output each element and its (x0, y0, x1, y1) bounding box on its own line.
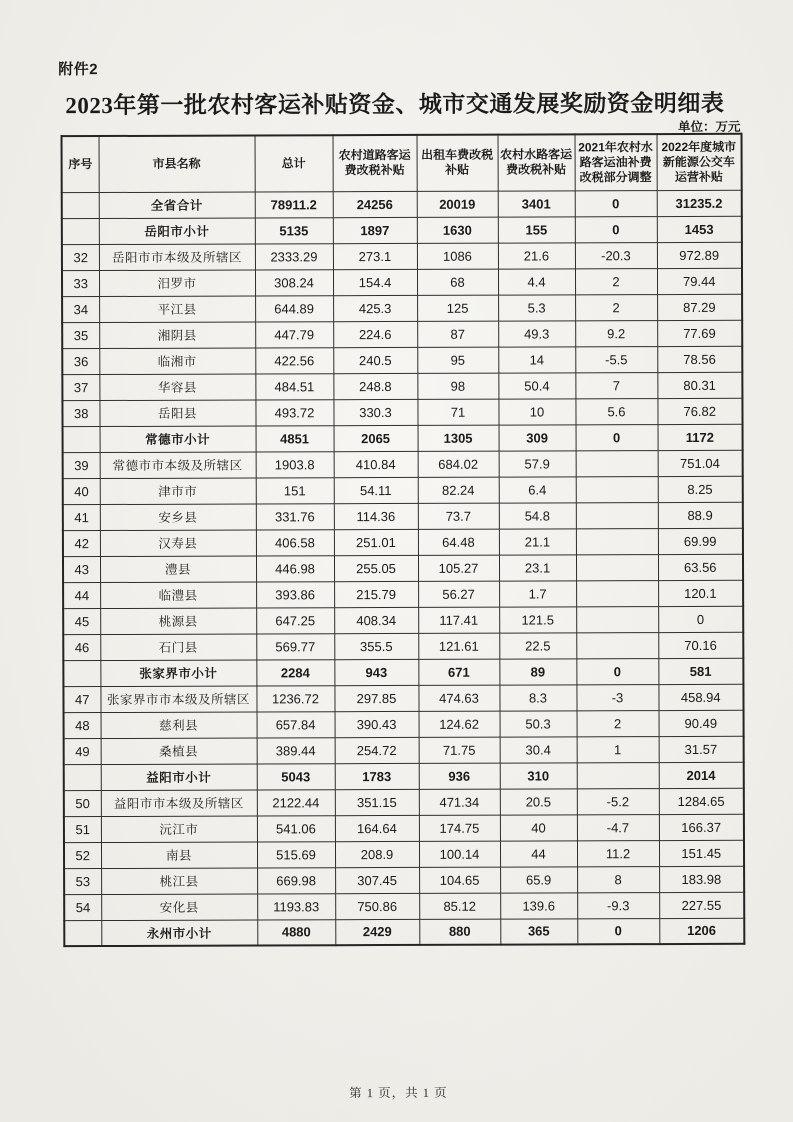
table-row (62, 372, 742, 400)
region-name-cell: 南县 (101, 841, 257, 868)
value-cell-4: -9.3 (577, 892, 659, 918)
value-cell-5: 8.25 (658, 476, 743, 502)
value-cell-1: 255.05 (334, 555, 418, 581)
value-cell-3: 22.5 (499, 632, 576, 658)
value-cell-2: 82.24 (418, 477, 499, 503)
column-header-4: 出租车费改税补贴 (417, 135, 498, 191)
value-cell-3: 20.5 (500, 788, 577, 814)
value-cell-1: 330.3 (333, 399, 417, 425)
value-cell-1: 1783 (335, 763, 419, 789)
value-cell-5: 77.69 (657, 320, 742, 346)
value-cell-2: 1305 (418, 425, 499, 451)
value-cell-3: 50.4 (498, 372, 575, 398)
value-cell-3: 309 (499, 424, 576, 450)
value-cell-2: 936 (419, 763, 500, 789)
value-cell-0: 4851 (256, 425, 334, 451)
region-name-cell: 岳阳市小计 (99, 217, 255, 244)
row-number-cell: 40 (63, 478, 100, 504)
value-cell-3: 23.1 (499, 554, 576, 580)
value-cell-5: 87.29 (657, 294, 742, 320)
value-cell-5: 2014 (659, 762, 744, 788)
row-number-cell: 50 (64, 790, 101, 816)
region-name-cell: 张家界市小计 (100, 659, 256, 686)
region-name-cell: 常德市市本级及所辖区 (100, 451, 256, 478)
value-cell-4: 0 (575, 190, 657, 216)
row-number-cell (62, 218, 99, 244)
value-cell-3: 21.6 (498, 242, 575, 268)
value-cell-0: 515.69 (257, 841, 335, 867)
value-cell-0: 657.84 (257, 711, 335, 737)
value-cell-2: 684.02 (418, 451, 499, 477)
value-cell-5: 751.04 (658, 450, 743, 476)
row-number-cell: 44 (63, 582, 100, 608)
region-name-cell: 沅江市 (101, 815, 257, 842)
table-header-row (62, 134, 742, 192)
value-cell-5: 70.16 (658, 632, 743, 658)
value-cell-2: 73.7 (418, 503, 499, 529)
table-row (63, 528, 743, 556)
value-cell-2: 174.75 (419, 815, 500, 841)
value-cell-3: 365 (500, 918, 577, 944)
value-cell-3: 4.4 (498, 268, 575, 294)
value-cell-4: -5.2 (577, 788, 659, 814)
table-row (64, 788, 744, 816)
row-number-cell (63, 426, 100, 452)
value-cell-3: 14 (498, 346, 575, 372)
row-number-cell: 35 (62, 322, 99, 348)
value-cell-3: 44 (500, 840, 577, 866)
value-cell-0: 5043 (257, 763, 335, 789)
value-cell-0: 2333.29 (255, 243, 333, 269)
table-row (64, 866, 744, 894)
value-cell-4: 11.2 (577, 840, 659, 866)
region-name-cell: 岳阳市市本级及所辖区 (99, 243, 255, 270)
region-name-cell: 慈利县 (101, 711, 257, 738)
value-cell-4: -5.5 (575, 346, 657, 372)
value-cell-5: 63.56 (658, 554, 743, 580)
value-cell-1: 154.4 (333, 269, 417, 295)
value-cell-1: 943 (334, 659, 418, 685)
region-name-cell: 石门县 (100, 633, 256, 660)
row-number-cell: 47 (63, 686, 100, 712)
table-row (62, 294, 742, 322)
value-cell-4: 0 (576, 424, 658, 450)
row-number-cell: 53 (64, 868, 101, 894)
value-cell-5: 166.37 (659, 814, 744, 840)
region-name-cell: 益阳市市本级及所辖区 (101, 789, 257, 816)
value-cell-1: 297.85 (334, 685, 418, 711)
row-number-cell: 43 (63, 556, 100, 582)
value-cell-1: 251.01 (334, 529, 418, 555)
value-cell-0: 493.72 (255, 399, 333, 425)
region-name-cell: 华容县 (99, 373, 255, 400)
region-name-cell: 津市市 (100, 477, 256, 504)
table-row (63, 476, 743, 504)
value-cell-2: 471.34 (419, 789, 500, 815)
page-footer: 第 1 页，共 1 页 (349, 1085, 448, 1101)
column-header-7: 2022年度城市新能源公交车运营补贴 (657, 134, 742, 190)
table-row (64, 710, 744, 738)
value-cell-3: 30.4 (500, 736, 577, 762)
value-cell-4 (576, 606, 658, 632)
value-cell-4 (576, 632, 658, 658)
value-cell-1: 24256 (333, 191, 417, 217)
value-cell-2: 20019 (417, 191, 498, 217)
value-cell-1: 240.5 (333, 347, 417, 373)
value-cell-1: 114.36 (334, 503, 418, 529)
attachment-label: 附件2 (58, 61, 99, 79)
row-number-cell: 45 (63, 608, 100, 634)
value-cell-0: 1193.83 (257, 893, 335, 919)
value-cell-2: 64.48 (418, 529, 499, 555)
value-cell-4: 2 (575, 294, 657, 320)
value-cell-5: 1206 (659, 918, 744, 944)
value-cell-3: 155 (498, 216, 575, 242)
value-cell-0: 393.86 (256, 581, 334, 607)
value-cell-1: 273.1 (333, 243, 417, 269)
table-body (62, 190, 745, 946)
value-cell-0: 151 (256, 477, 334, 503)
value-cell-2: 124.62 (419, 711, 500, 737)
value-cell-3: 139.6 (500, 892, 577, 918)
value-cell-4: -4.7 (577, 814, 659, 840)
table-row (62, 216, 742, 244)
value-cell-1: 2065 (334, 425, 418, 451)
value-cell-0: 5135 (255, 217, 333, 243)
row-number-cell: 38 (62, 400, 99, 426)
value-cell-0: 331.76 (256, 503, 334, 529)
value-cell-3: 5.3 (498, 294, 575, 320)
row-number-cell: 49 (64, 738, 101, 764)
value-cell-0: 389.44 (257, 737, 335, 763)
value-cell-2: 117.41 (418, 607, 499, 633)
table-row (63, 658, 743, 686)
unit-label: 单位：万元 (677, 119, 741, 135)
region-name-cell: 益阳市小计 (101, 763, 257, 790)
value-cell-1: 1897 (333, 217, 417, 243)
value-cell-2: 87 (417, 321, 498, 347)
value-cell-1: 351.15 (335, 789, 419, 815)
table-row (64, 918, 744, 946)
value-cell-4 (576, 528, 658, 554)
value-cell-0: 422.56 (255, 347, 333, 373)
value-cell-2: 71.75 (419, 737, 500, 763)
region-name-cell: 湘阴县 (99, 321, 255, 348)
value-cell-3: 21.1 (499, 528, 576, 554)
region-name-cell: 安化县 (101, 893, 257, 920)
value-cell-4 (576, 476, 658, 502)
column-header-2: 总计 (255, 135, 333, 191)
value-cell-0: 1903.8 (256, 451, 334, 477)
value-cell-1: 408.34 (334, 607, 418, 633)
row-number-cell: 51 (64, 816, 101, 842)
value-cell-2: 1630 (417, 217, 498, 243)
value-cell-5: 120.1 (658, 580, 743, 606)
value-cell-1: 410.84 (334, 451, 418, 477)
value-cell-5: 458.94 (658, 684, 743, 710)
value-cell-2: 125 (417, 295, 498, 321)
region-name-cell: 张家界市市本级及所辖区 (100, 685, 256, 712)
region-name-cell: 常德市小计 (100, 425, 256, 452)
value-cell-4: 7 (575, 372, 657, 398)
value-cell-5: 90.49 (659, 710, 744, 736)
value-cell-0: 308.24 (255, 269, 333, 295)
column-header-6: 2021年农村水路客运油补费改税部分调整 (575, 134, 657, 190)
value-cell-2: 880 (419, 919, 500, 945)
value-cell-2: 68 (417, 269, 498, 295)
row-number-cell: 37 (62, 374, 99, 400)
value-cell-5: 972.89 (657, 242, 742, 268)
value-cell-2: 671 (418, 659, 499, 685)
value-cell-0: 644.89 (255, 295, 333, 321)
value-cell-5: 80.31 (657, 372, 742, 398)
value-cell-4: 2 (577, 710, 659, 736)
value-cell-5: 88.9 (658, 502, 743, 528)
value-cell-4: -20.3 (575, 242, 657, 268)
row-number-cell: 34 (62, 296, 99, 322)
value-cell-5: 151.45 (659, 840, 744, 866)
table-row (63, 632, 743, 660)
value-cell-0: 669.98 (257, 867, 335, 893)
region-name-cell: 全省合计 (99, 191, 255, 218)
region-name-cell: 安乡县 (100, 503, 256, 530)
value-cell-5: 79.44 (657, 268, 742, 294)
value-cell-4: 2 (575, 268, 657, 294)
table-row (64, 840, 744, 868)
column-header-0: 序号 (62, 136, 99, 192)
row-number-cell: 46 (63, 634, 100, 660)
value-cell-3: 40 (500, 814, 577, 840)
value-cell-4 (576, 450, 658, 476)
value-cell-5: 0 (658, 606, 743, 632)
value-cell-4: 0 (575, 216, 657, 242)
value-cell-3: 49.3 (498, 320, 575, 346)
row-number-cell: 41 (63, 504, 100, 530)
value-cell-5: 78.56 (657, 346, 742, 372)
value-cell-5: 581 (658, 658, 743, 684)
value-cell-2: 85.12 (419, 893, 500, 919)
region-name-cell: 平江县 (99, 295, 255, 322)
value-cell-0: 647.25 (256, 607, 334, 633)
value-cell-1: 2429 (335, 919, 419, 945)
value-cell-3: 6.4 (499, 476, 576, 502)
table-row (62, 242, 742, 270)
region-name-cell: 临澧县 (100, 581, 256, 608)
table-head (62, 134, 742, 192)
value-cell-3: 310 (500, 762, 577, 788)
table-row (63, 684, 743, 712)
value-cell-3: 57.9 (499, 450, 576, 476)
value-cell-3: 1.7 (499, 580, 576, 606)
region-name-cell: 临湘市 (99, 347, 255, 374)
row-number-cell: 32 (62, 244, 99, 270)
value-cell-4 (576, 580, 658, 606)
value-cell-5: 69.99 (658, 528, 743, 554)
value-cell-3: 54.8 (499, 502, 576, 528)
value-cell-0: 2122.44 (257, 789, 335, 815)
table-row (63, 606, 743, 634)
table-row (62, 398, 742, 426)
table-row (63, 580, 743, 608)
value-cell-5: 1453 (657, 216, 742, 242)
region-name-cell: 桃江县 (101, 867, 257, 894)
value-cell-3: 3401 (498, 190, 575, 216)
row-number-cell (63, 660, 100, 686)
value-cell-1: 425.3 (333, 295, 417, 321)
value-cell-0: 446.98 (256, 555, 334, 581)
value-cell-5: 1284.65 (659, 788, 744, 814)
table-row (63, 450, 743, 478)
table-row (64, 814, 744, 842)
value-cell-0: 4880 (257, 919, 335, 945)
value-cell-3: 10 (498, 398, 575, 424)
table-row (62, 268, 742, 296)
value-cell-4: 1 (577, 736, 659, 762)
row-number-cell: 48 (64, 712, 101, 738)
value-cell-5: 183.98 (659, 866, 744, 892)
table-row (63, 424, 743, 452)
value-cell-2: 98 (417, 373, 498, 399)
value-cell-0: 406.58 (256, 529, 334, 555)
row-number-cell: 54 (64, 894, 101, 920)
value-cell-4: 0 (577, 918, 659, 944)
value-cell-0: 1236.72 (256, 685, 334, 711)
value-cell-0: 484.51 (255, 373, 333, 399)
value-cell-1: 215.79 (334, 581, 418, 607)
column-header-5: 农村水路客运费改税补贴 (498, 134, 575, 190)
column-header-1: 市县名称 (99, 135, 255, 192)
value-cell-5: 31.57 (659, 736, 744, 762)
table-row (64, 736, 744, 764)
value-cell-1: 390.43 (335, 711, 419, 737)
table-row (64, 892, 744, 920)
column-header-3: 农村道路客运费改税补贴 (333, 135, 417, 191)
value-cell-1: 248.8 (333, 373, 417, 399)
row-number-cell (62, 192, 99, 218)
value-cell-1: 54.11 (334, 477, 418, 503)
value-cell-4: -3 (576, 684, 658, 710)
value-cell-4: 5.6 (575, 398, 657, 424)
value-cell-0: 78911.2 (255, 191, 333, 217)
table-row (63, 554, 743, 582)
region-name-cell: 永州市小计 (101, 919, 257, 946)
value-cell-5: 1172 (658, 424, 743, 450)
value-cell-2: 100.14 (419, 841, 500, 867)
table-row (62, 320, 742, 348)
value-cell-2: 1086 (417, 243, 498, 269)
value-cell-3: 50.3 (500, 710, 577, 736)
value-cell-3: 121.5 (499, 606, 576, 632)
row-number-cell: 33 (62, 270, 99, 296)
value-cell-1: 254.72 (335, 737, 419, 763)
value-cell-4: 0 (576, 658, 658, 684)
table-row (62, 190, 742, 218)
value-cell-2: 71 (417, 399, 498, 425)
value-cell-4 (576, 554, 658, 580)
row-number-cell (64, 920, 101, 946)
value-cell-4: 9.2 (575, 320, 657, 346)
value-cell-3: 65.9 (500, 866, 577, 892)
value-cell-1: 750.86 (335, 893, 419, 919)
value-cell-3: 89 (499, 658, 576, 684)
value-cell-4 (576, 502, 658, 528)
value-cell-0: 2284 (256, 659, 334, 685)
value-cell-2: 56.27 (418, 581, 499, 607)
value-cell-5: 227.55 (659, 892, 744, 918)
page-title: 2023年第一批农村客运补贴资金、城市交通发展奖励资金明细表 (65, 90, 725, 119)
value-cell-1: 355.5 (334, 633, 418, 659)
region-name-cell: 桃源县 (100, 607, 256, 634)
row-number-cell: 39 (63, 452, 100, 478)
value-cell-2: 121.61 (418, 633, 499, 659)
region-name-cell: 汨罗市 (99, 269, 255, 296)
region-name-cell: 岳阳县 (99, 399, 255, 426)
region-name-cell: 桑植县 (101, 737, 257, 764)
table-row (62, 346, 742, 374)
row-number-cell: 52 (64, 842, 101, 868)
value-cell-2: 105.27 (418, 555, 499, 581)
value-cell-1: 164.64 (335, 815, 419, 841)
row-number-cell: 42 (63, 530, 100, 556)
row-number-cell: 36 (62, 348, 99, 374)
value-cell-1: 224.6 (333, 321, 417, 347)
value-cell-0: 569.77 (256, 633, 334, 659)
table-row (64, 762, 744, 790)
region-name-cell: 澧县 (100, 555, 256, 582)
value-cell-0: 447.79 (255, 321, 333, 347)
subsidy-table (61, 133, 746, 947)
value-cell-5: 76.82 (657, 398, 742, 424)
value-cell-3: 8.3 (499, 684, 576, 710)
value-cell-1: 208.9 (335, 841, 419, 867)
value-cell-5: 31235.2 (657, 190, 742, 216)
value-cell-2: 104.65 (419, 867, 500, 893)
value-cell-0: 541.06 (257, 815, 335, 841)
value-cell-1: 307.45 (335, 867, 419, 893)
row-number-cell (64, 764, 101, 790)
value-cell-2: 474.63 (418, 685, 499, 711)
region-name-cell: 汉寿县 (100, 529, 256, 556)
value-cell-4: 8 (577, 866, 659, 892)
value-cell-4 (577, 762, 659, 788)
table-row (63, 502, 743, 530)
value-cell-2: 95 (417, 347, 498, 373)
